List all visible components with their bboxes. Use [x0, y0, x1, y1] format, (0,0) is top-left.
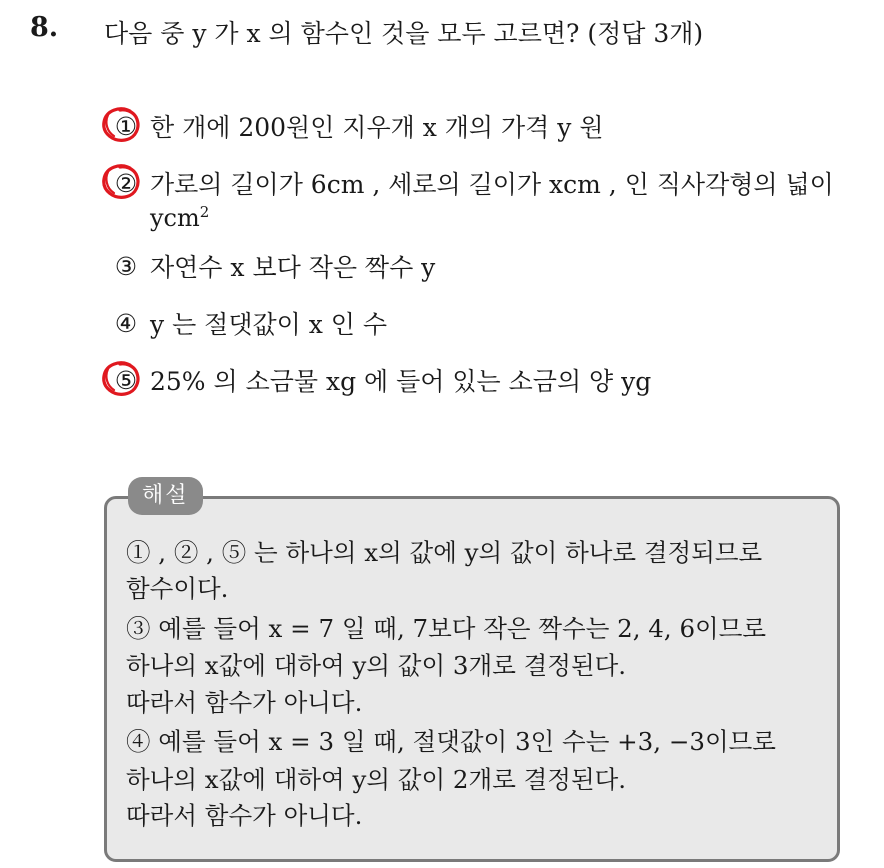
option-2-continuation-text: ycm	[150, 204, 200, 232]
solution-line-6: ④ 예를 들어 x = 3 일 때, 절댓값이 3인 수는 +3, −3이므로	[126, 727, 776, 756]
solution-line-8: 따라서 함수가 아니다.	[126, 801, 363, 830]
solution-line-2: 함수이다.	[126, 574, 229, 603]
solution-tag: 해설	[128, 477, 203, 515]
option-2	[104, 165, 834, 201]
option-3-text: 자연수 x 보다 작은 짝수 y	[150, 253, 436, 282]
option-2-label: ②	[114, 168, 138, 198]
option-4-number: ④	[114, 308, 138, 338]
question-number: 8.	[30, 12, 59, 43]
option-2-text: 가로의 길이가 6cm , 세로의 길이가 xcm , 인 직사각형의 넓이	[150, 170, 834, 199]
option-2-number	[104, 169, 148, 198]
option-2-continuation	[150, 203, 209, 232]
option-4	[104, 305, 387, 341]
option-5-text: 25% 의 소금물 xg 에 들어 있는 소금의 양 yg	[150, 367, 652, 396]
option-5-label: ⑤	[114, 365, 138, 395]
question-text: 다음 중 y 가 x 의 함수인 것을 모두 고르면? (정답 3개)	[104, 19, 704, 48]
solution-line-3: ③ 예를 들어 x = 7 일 때, 7보다 작은 짝수는 2, 4, 6이므로	[126, 614, 767, 643]
solution-line-5: 따라서 함수가 아니다.	[126, 688, 363, 717]
option-4-text: y 는 절댓값이 x 인 수	[150, 310, 388, 339]
option-1-number	[104, 112, 148, 141]
option-5-number	[104, 366, 148, 395]
option-1	[104, 108, 603, 144]
option-1-text: 한 개에 200원인 지우개 x 개의 가격 y 원	[150, 113, 604, 142]
solution-line-1: ① , ② , ⑤ 는 하나의 x의 값에 y의 값이 하나로 결정되므로	[126, 538, 763, 567]
option-1-label: ①	[114, 111, 138, 141]
option-3	[104, 248, 435, 284]
option-2-superscript: 2	[199, 203, 210, 221]
solution-line-4: 하나의 x값에 대하여 y의 값이 3개로 결정된다.	[126, 651, 627, 680]
solution-line-7: 하나의 x값에 대하여 y의 값이 2개로 결정된다.	[126, 765, 627, 794]
option-5	[104, 362, 651, 398]
option-3-number: ③	[114, 251, 138, 281]
